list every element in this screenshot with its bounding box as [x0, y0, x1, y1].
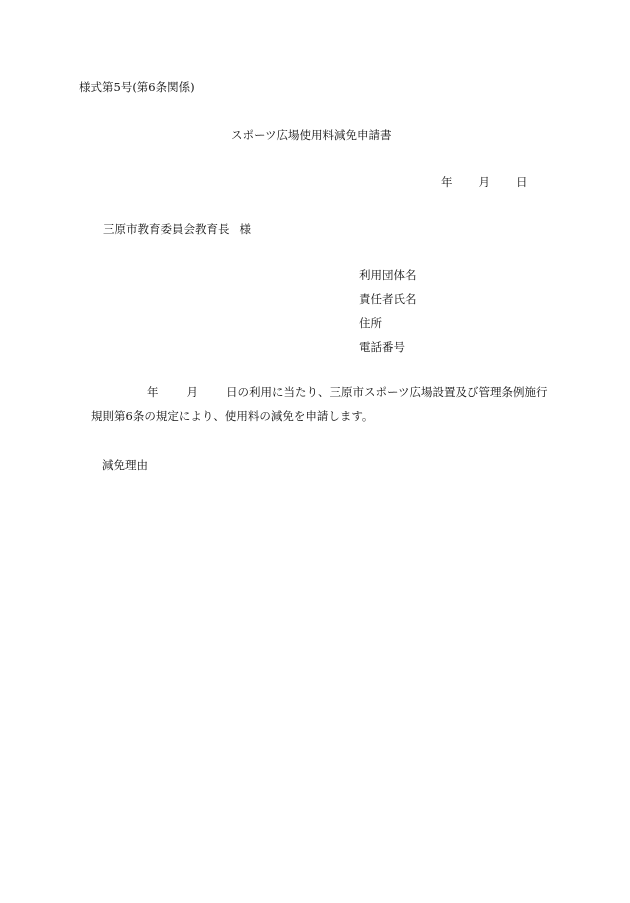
date-day-label: 日 [516, 175, 528, 189]
addressee-name: 三原市教育委員会教育長 [103, 222, 230, 236]
body-month-label: 月 [186, 385, 198, 399]
applicant-fields [359, 270, 417, 366]
date-line [441, 177, 528, 189]
body-text-line1 [147, 387, 548, 399]
addressee [103, 224, 251, 236]
document-title: スポーツ広場使用料減免申請書 [231, 128, 392, 142]
applicant-field-representative: 責任者氏名 [359, 292, 417, 306]
addressee-honorific: 様 [239, 222, 251, 236]
body-year-label: 年 [147, 385, 159, 399]
reason-label: 減免理由 [102, 458, 148, 472]
applicant-field-phone: 電話番号 [359, 340, 405, 354]
date-month-label: 月 [478, 175, 490, 189]
body-text-line2: 規則第6条の規定により、使用料の減免を申請します。 [91, 409, 374, 423]
date-year-label: 年 [441, 175, 453, 189]
applicant-field-address: 住所 [359, 316, 382, 330]
form-number: 様式第5号(第6条関係) [79, 80, 195, 94]
body-line1-rest: 日の利用に当たり、三原市スポーツ広場設置及び管理条例施行 [226, 385, 548, 399]
applicant-field-organization: 利用団体名 [359, 268, 417, 282]
